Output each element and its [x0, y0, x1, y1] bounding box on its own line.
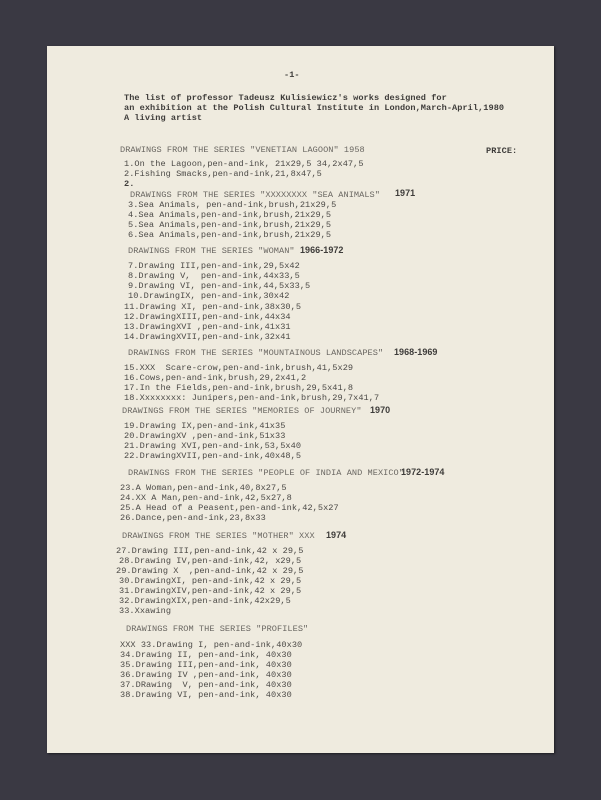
- title-line-2: an exhibition at the Polish Cultural Institute in London,March-April,1980: [124, 103, 505, 113]
- list-item: 28.Drawing IV,pen-and-ink,42, x29,5: [119, 556, 302, 566]
- price-header: PRICE:: [486, 146, 518, 156]
- list-item: 10.DrawingIX, pen-and-ink,30x42: [128, 291, 290, 301]
- list-item: 13.DrawingXVI ,pen-and-ink,41x31: [124, 322, 291, 332]
- section-heading: DRAWINGS FROM THE SERIES "XXXXXXXX "SEA ANIMALS": [130, 190, 380, 200]
- list-item: 26.Dance,pen-and-ink,23,8x33: [120, 513, 266, 523]
- section-heading: DRAWINGS FROM THE SERIES "MEMORIES OF JOURNEY": [122, 406, 362, 416]
- section-year: 1974: [326, 530, 347, 540]
- list-item: 25.A Head of a Peasent,pen-and-ink,42,5x27: [120, 503, 339, 513]
- list-item: 23.A Woman,pen-and-ink,40,8x27,5: [120, 483, 287, 493]
- list-item: 31.DrawingXIV,pen-and-ink,42 x 29,5: [119, 586, 302, 596]
- list-item: 38.Drawing VI, pen-and-ink, 40x30: [120, 690, 292, 700]
- section-heading: DRAWINGS FROM THE SERIES "PROFILES": [126, 624, 309, 634]
- list-item: 9.Drawing VI, pen-and-ink,44,5x33,5: [128, 281, 311, 291]
- list-item: 34.Drawing II, pen-and-ink, 40x30: [120, 650, 292, 660]
- title-line-1: The list of professor Tadeusz Kulisiewicz's works designed for: [124, 93, 447, 103]
- section-heading: DRAWINGS FROM THE SERIES "MOUNTAINOUS LANDSCAPES": [128, 348, 384, 358]
- list-item: 22.DrawingXVII,pen-and-ink,40x48,5: [124, 451, 302, 461]
- list-item: 16.Cows,pen-and-ink,brush,29,2x41,2: [124, 373, 307, 383]
- list-item: 18.Xxxxxxxx: Junipers,pen-and-ink,brush,29,7x41,7: [124, 393, 380, 403]
- page-number: -1-: [284, 70, 300, 80]
- section-year: 1971: [395, 188, 416, 198]
- section-heading: DRAWINGS FROM THE SERIES "PEOPLE OF INDIA AND MEXICO": [128, 468, 404, 478]
- list-item: 6.Sea Animals,pen-and-ink,brush,21x29,5: [128, 230, 332, 240]
- section-year: 1968-1969: [394, 347, 438, 357]
- list-item: 24.XX A Man,pen-and-ink,42,5x27,8: [120, 493, 292, 503]
- list-item: 2.Fishing Smacks,pen-and-ink,21,8x47,5: [124, 169, 322, 179]
- section-year: 1972-1974: [401, 467, 445, 477]
- list-item: 3.Sea Animals, pen-and-ink,brush,21x29,5: [128, 200, 337, 210]
- list-item: 35.Drawing III,pen-and-ink, 40x30: [120, 660, 292, 670]
- section-year: 1970: [370, 405, 391, 415]
- list-item: 36.Drawing IV ,pen-and-ink, 40x30: [120, 670, 292, 680]
- list-item: 17.In the Fields,pen-and-ink,brush,29,5x41,8: [124, 383, 354, 393]
- list-item: 12.DrawingXIII,pen-and-ink,44x34: [124, 312, 291, 322]
- list-item: XXX 33.Drawing I, pen-and-ink,40x30: [120, 640, 303, 650]
- section-heading: DRAWINGS FROM THE SERIES "MOTHER" XXX: [122, 531, 315, 541]
- list-item: 14.DrawingXVII,pen-and-ink,32x41: [124, 332, 291, 342]
- list-item: 11.Drawing XI, pen-and-ink,38x30,5: [124, 302, 302, 312]
- list-item: 27.Drawing III,pen-and-ink,42 x 29,5: [116, 546, 304, 556]
- list-item: 37.DRawing V, pen-and-ink, 40x30: [120, 680, 292, 690]
- list-item: 4.Sea Animals,pen-and-ink,brush,21x29,5: [128, 210, 332, 220]
- list-item: 8.Drawing V, pen-and-ink,44x33,5: [128, 271, 300, 281]
- list-item: 32.DrawingXIX,pen-and-ink,42x29,5: [119, 596, 291, 606]
- list-item: 7.Drawing III,pen-and-ink,29,5x42: [128, 261, 300, 271]
- list-item: 2.: [124, 179, 135, 189]
- list-item: 33.Xxawing: [119, 606, 172, 616]
- list-item: 19.Drawing IX,pen-and-ink,41x35: [124, 421, 286, 431]
- list-item: 15.XXX Scare-crow,pen-and-ink,brush,41,5x29: [124, 363, 354, 373]
- title-line-3: A living artist: [124, 113, 203, 123]
- list-item: 20.DrawingXV ,pen-and-ink,51x33: [124, 431, 286, 441]
- section-year: 1966-1972: [300, 245, 344, 255]
- list-item: 21.Drawing XVI,pen-and-ink,53,5x40: [124, 441, 302, 451]
- list-item: 1.On the Lagoon,pen-and-ink, 21x29,5 34,2x47,5: [124, 159, 364, 169]
- section-heading: DRAWINGS FROM THE SERIES "VENETIAN LAGOON" 1958: [120, 145, 365, 155]
- list-item: 5.Sea Animals,pen-and-ink,brush,21x29,5: [128, 220, 332, 230]
- list-item: 29.Drawing X ,pen-and-ink,42 x 29,5: [116, 566, 304, 576]
- list-item: 30.DrawingXI, pen-and-ink,42 x 29,5: [119, 576, 302, 586]
- section-heading: DRAWINGS FROM THE SERIES "WOMAN": [128, 246, 295, 256]
